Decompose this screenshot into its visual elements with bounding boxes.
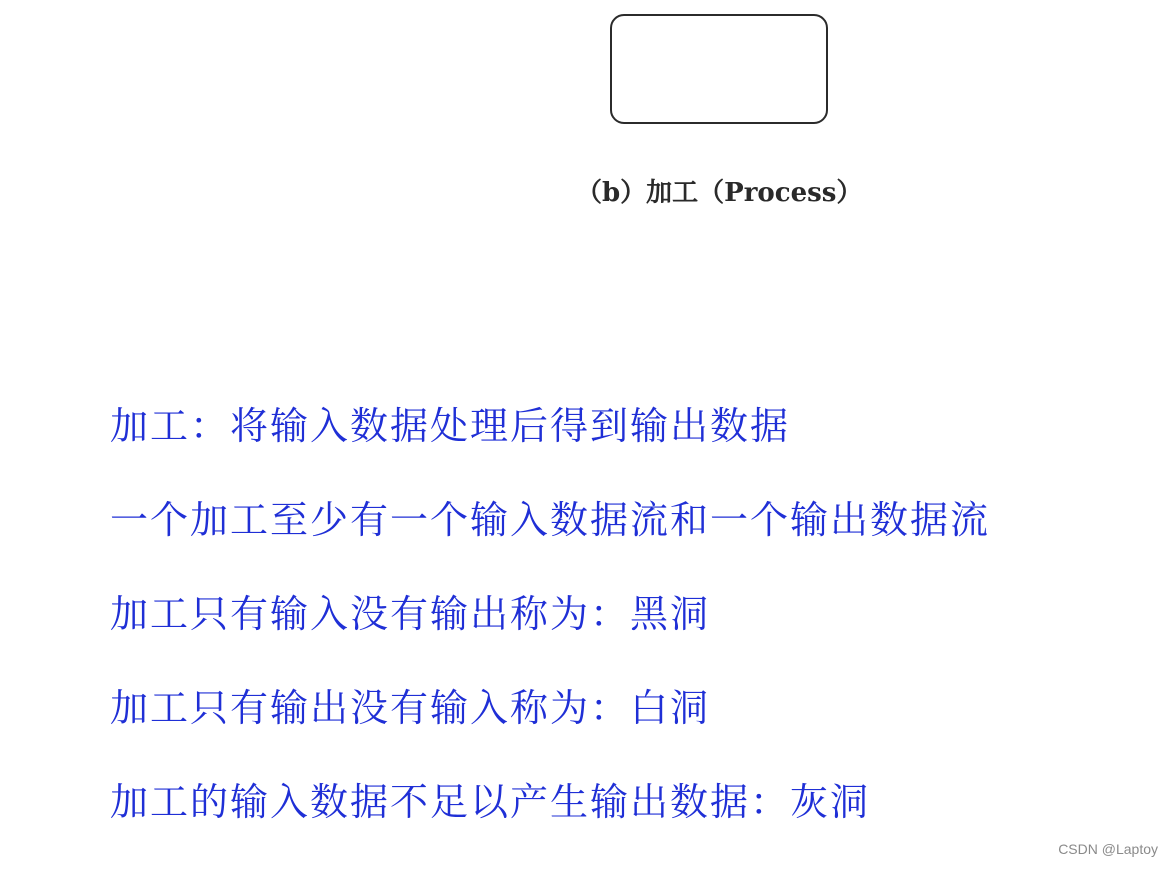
note-min-flows: 一个加工至少有一个输入数据流和一个输出数据流	[110, 498, 991, 542]
note-process-definition: 加工：将输入数据处理后得到输出数据	[110, 404, 791, 448]
process-caption: （b）加工（Process）	[576, 178, 863, 208]
watermark: CSDN @Laptoy	[1058, 841, 1158, 857]
definition-list	[110, 400, 990, 870]
process-symbol-rounded-rect	[610, 14, 828, 124]
note-white-hole: 加工只有输出没有输入称为：白洞	[110, 686, 711, 730]
note-black-hole: 加工只有输入没有输出称为：黑洞	[110, 592, 711, 636]
note-gray-hole: 加工的输入数据不足以产生输出数据：灰洞	[110, 780, 871, 824]
